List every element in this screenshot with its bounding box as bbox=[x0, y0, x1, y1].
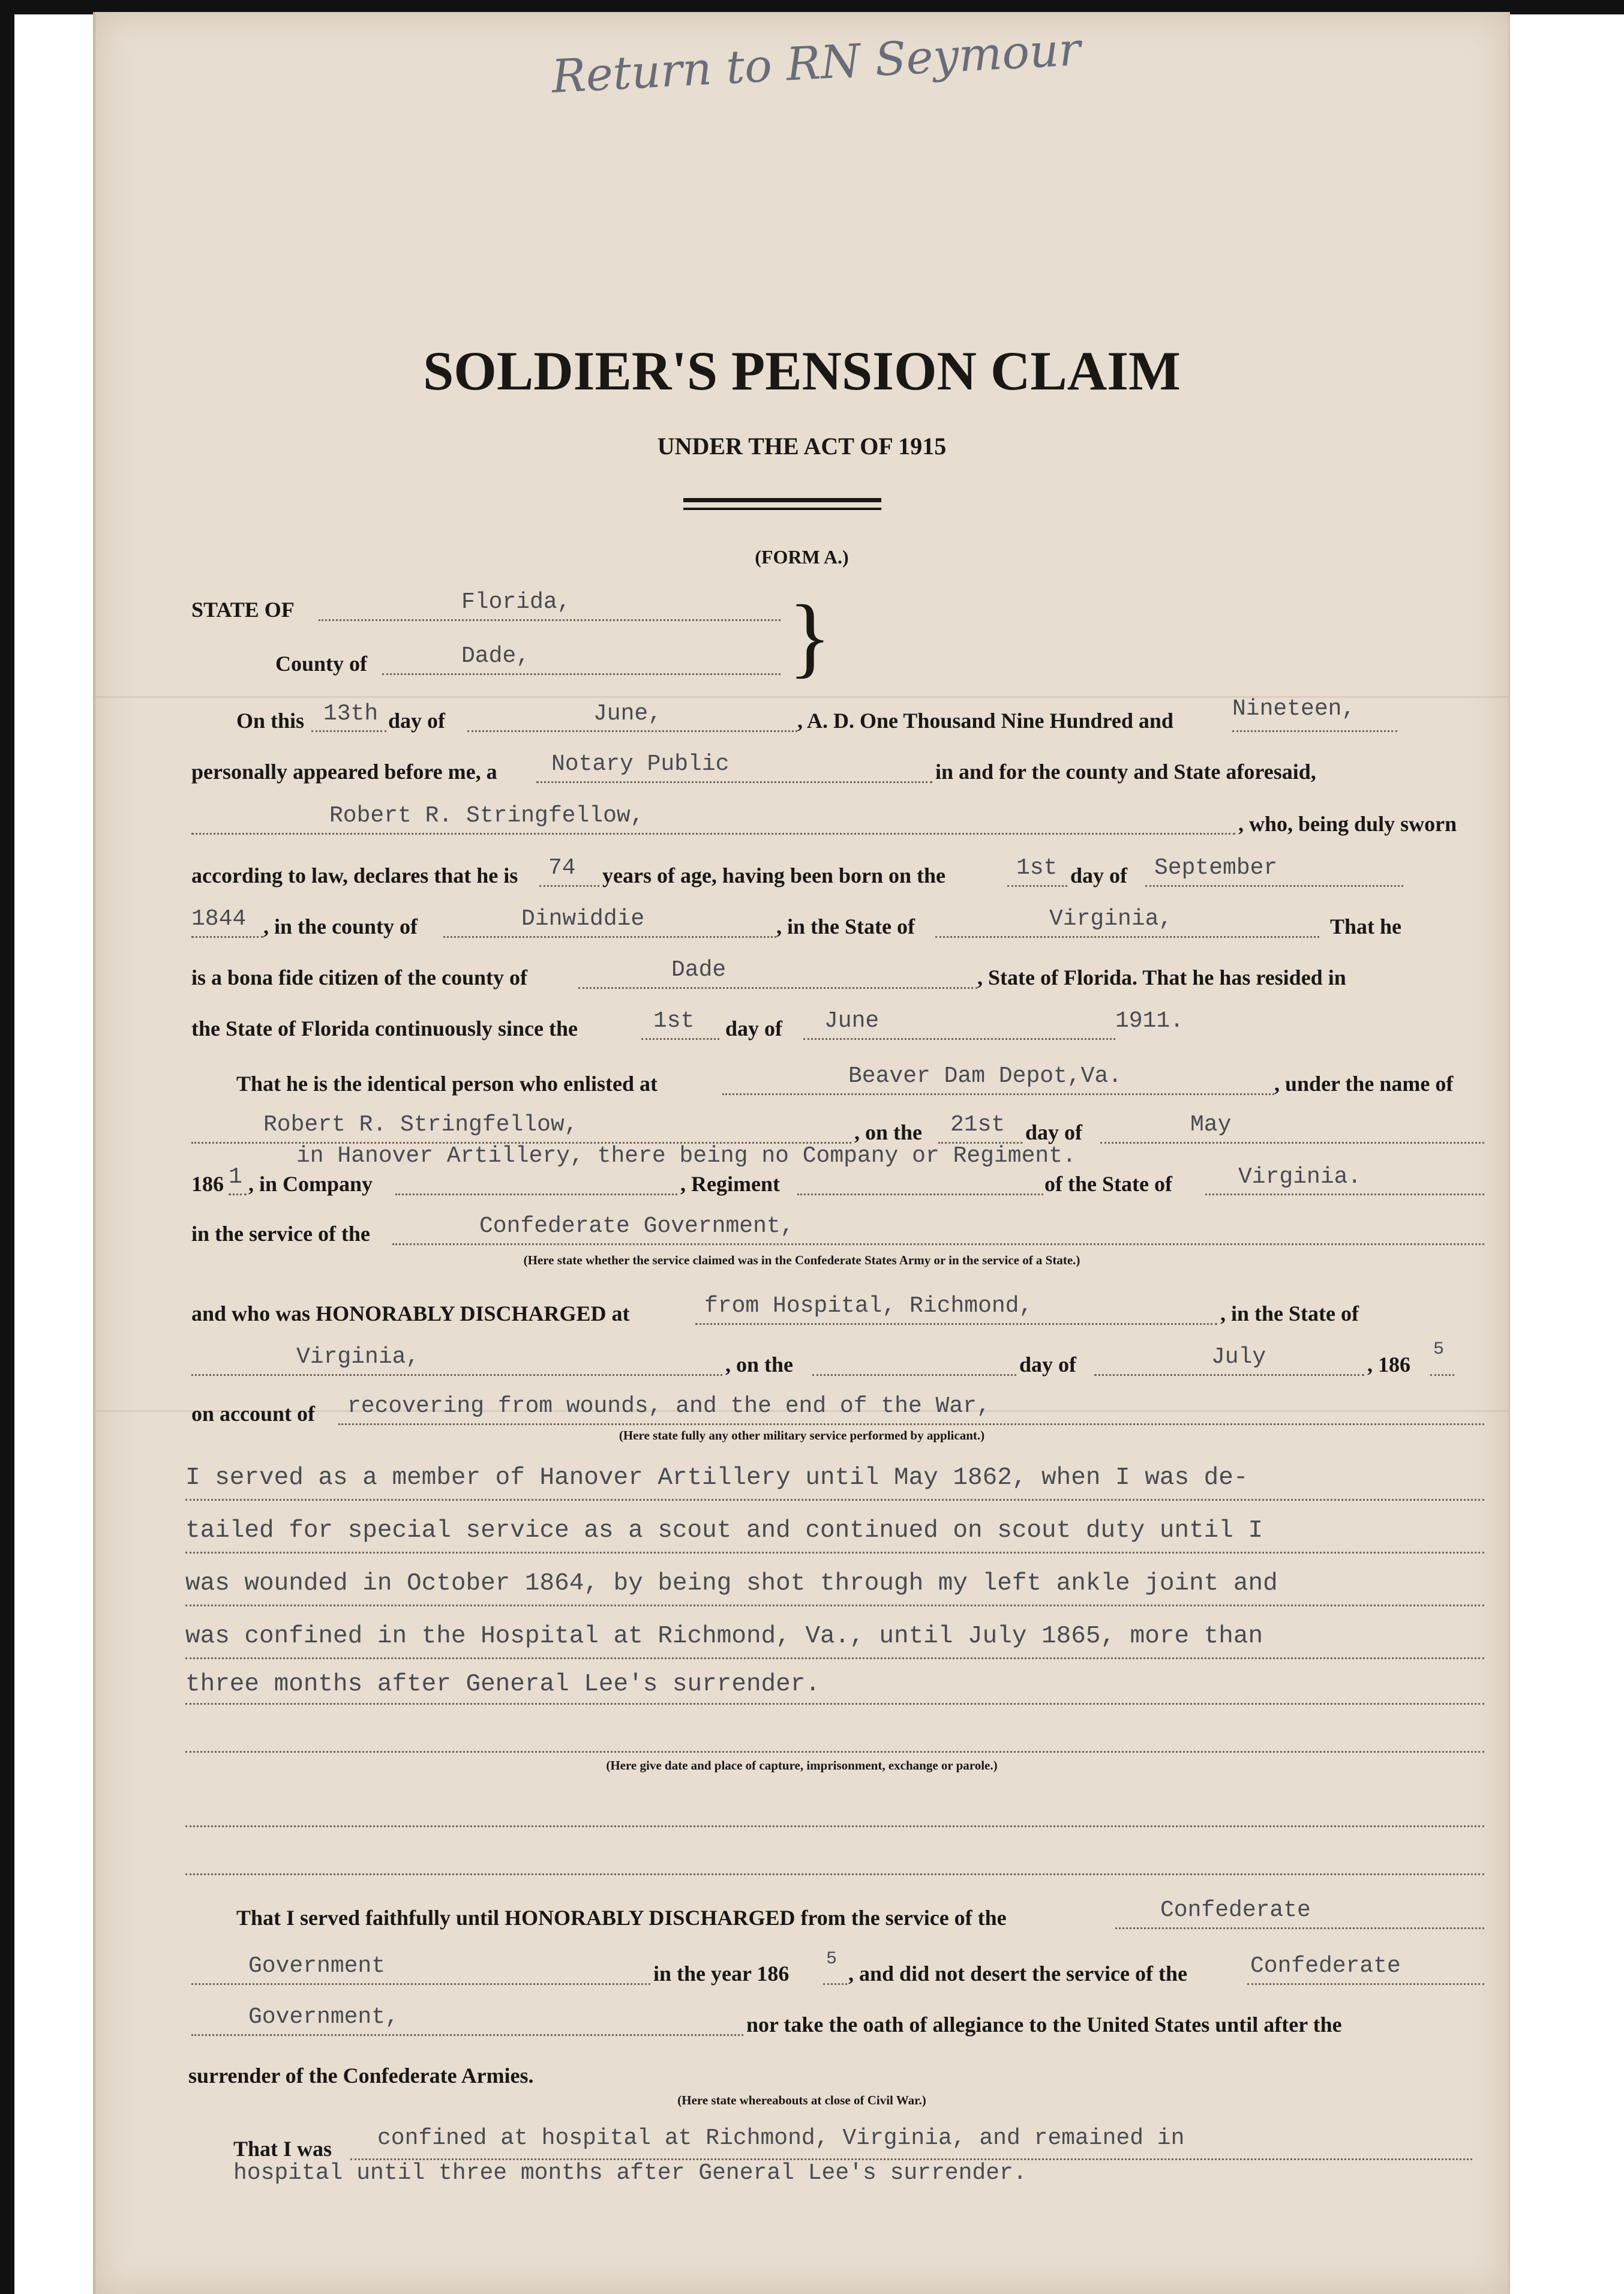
state-value: Florida, bbox=[461, 589, 571, 615]
enlist-month-value: May bbox=[1190, 1112, 1232, 1138]
that-he-label: That he bbox=[1330, 914, 1402, 938]
month-value: June, bbox=[593, 701, 662, 727]
day-value: 13th bbox=[323, 701, 379, 727]
birth-month-line bbox=[1145, 885, 1403, 887]
in-year-label: in the year 186 bbox=[653, 1962, 790, 1986]
desert-service-value: Confederate bbox=[1250, 1953, 1401, 1979]
discharge-month-line bbox=[1094, 1374, 1364, 1376]
form-subtitle: UNDER THE ACT OF 1915 bbox=[657, 433, 947, 460]
resided-day-line bbox=[641, 1038, 719, 1040]
served-service-cont-line bbox=[191, 1983, 650, 1985]
birth-month-value: September bbox=[1154, 855, 1278, 881]
enlist-month-line bbox=[1100, 1142, 1484, 1144]
official-value: Notary Public bbox=[551, 751, 730, 777]
discharged-at-line bbox=[695, 1323, 1217, 1325]
note-service: (Here state whether the service claimed was in the Confederate States Army or in the service of a State.) bbox=[523, 1253, 1080, 1267]
year-186b-label: , 186 bbox=[1367, 1353, 1410, 1377]
on-account-line bbox=[338, 1423, 1484, 1425]
year-words-value: Nineteen, bbox=[1232, 696, 1356, 722]
in-county-label: , in the county of bbox=[263, 914, 418, 938]
title-rule bbox=[683, 498, 881, 502]
name-line bbox=[191, 833, 1235, 835]
county-of-label: County of bbox=[275, 652, 368, 676]
age-line bbox=[539, 885, 599, 887]
served-faithfully-label: That I served faithfully until HONORABLY DISCHARGED from the service of the bbox=[236, 1906, 1007, 1930]
who-sworn-label: , who, being duly sworn bbox=[1238, 812, 1457, 836]
day-line bbox=[311, 730, 386, 732]
discharge-year-line bbox=[1430, 1374, 1454, 1376]
discharge-month-value: July bbox=[1211, 1344, 1266, 1370]
birth-county-line bbox=[443, 936, 776, 938]
in-and-for-label: in and for the county and State aforesaid, bbox=[935, 760, 1316, 784]
month-line bbox=[467, 730, 797, 732]
served-service-line bbox=[1115, 1927, 1484, 1929]
county-value: Dade, bbox=[461, 643, 530, 669]
ad-label: , A. D. One Thousand Nine Hundred and bbox=[797, 709, 1173, 733]
enlist-state-line bbox=[1205, 1194, 1484, 1195]
discharge-year-digit: 5 bbox=[1433, 1339, 1445, 1360]
official-line bbox=[536, 781, 932, 783]
on-account-value: recovering from wounds, and the end of the War, bbox=[347, 1393, 990, 1419]
discharged-label: and who was HONORABLY DISCHARGED at bbox=[191, 1302, 630, 1326]
regiment-label: , Regiment bbox=[680, 1172, 780, 1196]
birth-state-value: Virginia, bbox=[1049, 906, 1173, 932]
enlisted-name-value: Robert R. Stringfellow, bbox=[263, 1112, 578, 1138]
day-of4-label: day of bbox=[1025, 1120, 1083, 1144]
citizen-county-value: Dade bbox=[671, 957, 727, 983]
desert-cont-line bbox=[191, 2034, 743, 2036]
in-state-label: , in the State of bbox=[776, 914, 915, 938]
blank-rule bbox=[185, 1751, 1484, 1753]
birth-day-line bbox=[1007, 885, 1067, 887]
birth-county-value: Dinwiddie bbox=[521, 906, 645, 932]
in-state2-label: , in the State of bbox=[1220, 1302, 1359, 1326]
day-of5-label: day of bbox=[1019, 1353, 1077, 1377]
bona-fide-label: is a bona fide citizen of the county of bbox=[191, 965, 527, 989]
year-line bbox=[1232, 730, 1397, 732]
county-line bbox=[382, 673, 781, 675]
enlist-year-line bbox=[229, 1194, 247, 1195]
discharge-state-line bbox=[191, 1374, 722, 1376]
enlisted-at-value: Beaver Dam Depot,Va. bbox=[848, 1063, 1122, 1089]
day-of2-label: day of bbox=[1070, 863, 1128, 887]
company-note-value: in Hanover Artillery, there being no Company or Regiment. bbox=[296, 1143, 1076, 1169]
name-value: Robert R. Stringfellow, bbox=[329, 803, 644, 829]
under-name-label: , under the name of bbox=[1274, 1072, 1454, 1096]
scan-border-right bbox=[1548, 0, 1624, 14]
narrative-rule bbox=[185, 1703, 1484, 1705]
age-value: 74 bbox=[548, 855, 576, 881]
in-company-label: , in Company bbox=[248, 1172, 373, 1196]
service-line bbox=[392, 1243, 1484, 1245]
discharge-state-value: Virginia, bbox=[296, 1344, 420, 1370]
surrender-label: surrender of the Confederate Armies. bbox=[188, 2064, 534, 2088]
birth-year-line bbox=[191, 936, 263, 938]
whereabouts-line-1: confined at hospital at Richmond, Virginia, and remained in bbox=[377, 2125, 1185, 2151]
years-born-label: years of age, having been born on the bbox=[602, 863, 946, 887]
state-fl-label: , State of Florida. That he has resided in bbox=[977, 965, 1346, 989]
enlist-day-value: 21st bbox=[950, 1112, 1005, 1138]
birth-year-value: 1844 bbox=[191, 906, 247, 932]
narrative-rule bbox=[185, 1605, 1484, 1606]
day-of-label: day of bbox=[388, 709, 446, 733]
note-whereabouts: (Here state whereabouts at close of Civil War.) bbox=[677, 2093, 926, 2107]
year-digit-value: 5 bbox=[826, 1949, 837, 1969]
according-label: according to law, declares that he is bbox=[191, 863, 518, 887]
state-of-label: STATE OF bbox=[191, 598, 295, 622]
form-paper bbox=[93, 12, 1510, 2294]
desert-service-line bbox=[1247, 1983, 1484, 1985]
resided-day-value: 1st bbox=[653, 1008, 695, 1034]
form-label: (FORM A.) bbox=[755, 546, 849, 568]
narrative-rule bbox=[185, 1657, 1484, 1659]
on-the2-label: , on the bbox=[725, 1353, 794, 1377]
narrative-line-1: I served as a member of Hanover Artillery until May 1862, when I was de- bbox=[185, 1464, 1248, 1492]
narrative-rule bbox=[185, 1499, 1484, 1501]
nor-oath-label: nor take the oath of allegiance to the United States until after the bbox=[746, 2013, 1342, 2037]
year-186-label: 186 bbox=[191, 1172, 224, 1196]
citizen-county-line bbox=[578, 987, 977, 989]
discharge-day-line bbox=[812, 1374, 1016, 1376]
served-service-value: Confederate bbox=[1160, 1897, 1311, 1923]
blank-rule bbox=[185, 1825, 1484, 1827]
note-capture: (Here give date and place of capture, imprisonment, exchange or parole.) bbox=[606, 1758, 998, 1773]
narrative-line-5: three months after General Lee's surrender. bbox=[185, 1671, 820, 1698]
of-state-label: of the State of bbox=[1044, 1172, 1172, 1196]
narrative-rule bbox=[185, 1552, 1484, 1554]
narrative-line-3: was wounded in October 1864, by being shot through my left ankle joint and bbox=[185, 1570, 1278, 1597]
year-digit-line bbox=[823, 1983, 847, 1985]
continuously-label: the State of Florida continuously since the bbox=[191, 1016, 578, 1040]
served-service-cont-value: Government bbox=[248, 1953, 386, 1979]
narrative-line-2: tailed for special service as a scout and continued on scout duty until I bbox=[185, 1517, 1263, 1545]
resided-month-value: June bbox=[824, 1008, 879, 1034]
day-of3-label: day of bbox=[725, 1016, 783, 1040]
note-military: (Here state fully any other military service performed by applicant.) bbox=[619, 1428, 985, 1443]
in-service-label: in the service of the bbox=[191, 1222, 370, 1246]
resided-year-value: 1911. bbox=[1115, 1008, 1184, 1034]
narrative-line-4: was confined in the Hospital at Richmond, Va., until July 1865, more than bbox=[185, 1623, 1263, 1650]
personally-label: personally appeared before me, a bbox=[191, 760, 497, 784]
enlisted-at-line bbox=[722, 1093, 1274, 1095]
blank-rule bbox=[185, 1873, 1484, 1875]
did-not-desert-label: , and did not desert the service of the bbox=[848, 1962, 1187, 1986]
birth-state-line bbox=[935, 936, 1319, 938]
resided-month-line bbox=[803, 1038, 1115, 1040]
enlist-state-value: Virginia. bbox=[1238, 1164, 1362, 1190]
enlisted-label: That he is the identical person who enlisted at bbox=[236, 1072, 658, 1096]
company-line bbox=[395, 1194, 677, 1195]
desert-service-cont-value: Government, bbox=[248, 2004, 399, 2030]
handwritten-note: Return to RN Seymour bbox=[550, 22, 1082, 104]
on-account-label: on account of bbox=[191, 1402, 315, 1426]
regiment-line bbox=[797, 1194, 1043, 1195]
form-title: SOLDIER'S PENSION CLAIM bbox=[423, 340, 1181, 401]
title-rule bbox=[683, 508, 881, 510]
on-the-label: , on the bbox=[854, 1120, 923, 1144]
that-i-was-label: That I was bbox=[233, 2137, 332, 2161]
scan-border-left bbox=[0, 0, 14, 2294]
on-this-label: On this bbox=[236, 709, 305, 733]
discharged-at-value: from Hospital, Richmond, bbox=[704, 1293, 1033, 1319]
birth-day-value: 1st bbox=[1016, 855, 1058, 881]
brace: } bbox=[788, 587, 831, 686]
enlist-year-digit: 1 bbox=[229, 1164, 242, 1190]
whereabouts-line-2: hospital until three months after General Lee's surrender. bbox=[233, 2160, 1027, 2186]
state-line bbox=[319, 619, 781, 621]
service-value: Confederate Government, bbox=[479, 1213, 794, 1239]
